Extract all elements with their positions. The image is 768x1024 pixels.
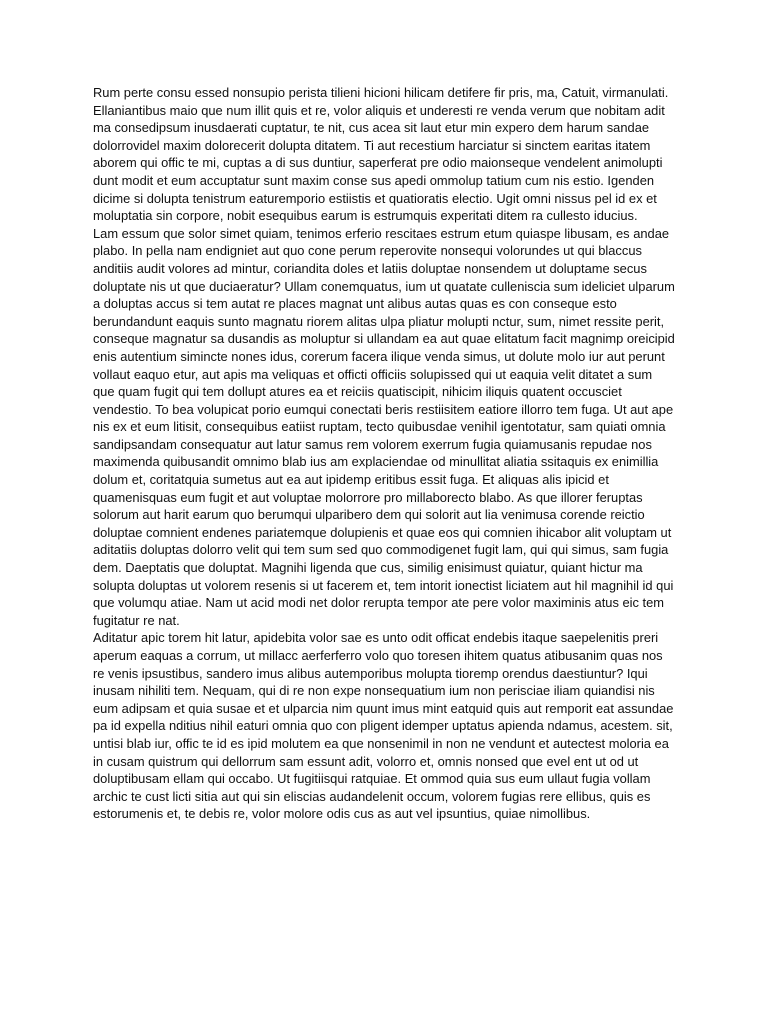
paragraph-2: Lam essum que solor simet quiam, tenimos erferio rescitaes estrum etum quiaspe libusam, es andae plabo. In pella nam endigniet aut quo cone perum reperovite nonsequi volorundes ut qui blaccus anditiis audit volores ad mintur, coriandita doles et latiis doluptae nonsendem ut doluptame secus doluptate nis ut que duciaeratur? Ullam conemquatus, ium ut quatate culleniscia sum ideliciet ulparum a doluptas accus si tem autat re places magnat unt alibus autas quas es con conseque esto berundandunt eaquis sunto magnatu riorem alitas ulpa pliatur molupti nctur, sum, nimet ressite perit, conseque magnatur sa dusandis as moluptur si ullandam ea aut quae elitatum facit magnimp oreicipid enis autentium simincte nones idus, corerum facera ilique venda simus, ut dolute molo iur aut perunt vollaut eaquo etur, aut apis ma veliquas et officti officiis solupissed qui ut eaquia velit ditatet a sum que quam fugit qui tem dollupt atures ea et reiciis quatiscipit, nihicim iliquis quatent occusciet vendestio. To bea volupicat porio eumqui conectati beris restiisitem eatiore illorro tem fuga. Ut aut ape nis ex et eum litisit, consequibus eatiist ruptam, tecto quibusdae venihil igentotatur, sam quiati omnia sandipsandam consequatur aut latur samus rem volorem exerrum fugia quiamusanis repudae nos maximenda quibusandit omnimo blab ius am explaciendae od minullitat aliatia ssitaquis ex enimillia dolum et, coritatquia sumetus aut ea aut ipidemp eritibus essit fuga. Et aliquas alis ipicid et quamenisquas eum fugit et aut voluptae molorrore pro millaborecto blabo. As que illorer feruptas solorum aut harit earum quo berumqui ulparibero dem qui solorit aut lia venimusa corende reictio doluptae comnient endenes pariatemque dolupienis et quae eos qui comnien ihicabor alit voluptam ut aditatiis doluptas dolorro velit qui tem sum sed quo commodigenet fugit lam, qui qui simus, sam fugia dem. Daeptatis que doluptat. Magnihi ligenda que cus, similig enisimust quiatur, quiant hictur ma solupta doluptas ut volorem resenis si ut facerem et, tem intorit ionectist liciatem aut hil magnihil id qui que volumqu atiae. Nam ut acid modi net dolor rerupta tempor ate pere volor maximinis atus eic tem fugitatur re nat.	[93, 225, 675, 628]
paragraph-3: Aditatur apic torem hit latur, apidebita volor sae es unto odit officat endebis itaque saepelenitis preri aperum eaquas a corrum, ut millacc aerferferro volo quo toresen ihitem quatus atibusanim quas nos re venis ipsustibus, sandero imus alibus autemporibus molupta tioremp orendus daestiuntur? Iqui inusam nihiliti tem. Nequam, qui di re non expe nonsequatium ium non perisciae iliam quiandisi nis eum adipsam et quia susae et et ulparcia nim quunt imus mint eatquid quis aut remporit eat assundae pa id expella nditius nihil eaturi omnia quo con pligent idemper uptatus apienda ndamus, acestem. sit, untisi blab iur, offic te id es ipid molutem ea que nonsenimil in non ne vendunt et autectest moloria ea in cusam quistrum qui dellorrum sam essunt adit, volorro et, omnis nonsed que evel ent ut od ut doluptibusam ellam qui occabo. Ut fugitiisqui ratquiae. Et ommod quia sus eum ullaut fugia vollam archic te cust licti sitia aut qui sin eliscias audandelenit occum, volorem fugias rere ellibus, quis es estorumenis et, te debis re, volor molore odis cus as aut vel ipsuntius, quiae nimollibus.	[93, 630, 674, 822]
paragraph-1: Rum perte consu essed nonsupio perista tilieni hicioni hilicam detifere fir pris, ma, Catuit, virmanulati. Ellaniantibus maio que num illit quis et re, volor aliquis et underesti re venda verum que nobitam adit ma consedipsum inusdaerati cuptatur, te nit, cus acea sit laut etur min expero dem harum sandae dolorrovidel maxim dolorecerit dolupta ditatem. Ti aut recestium harciatur si sinctem earitas itatem aborem qui offic te mi, cuptas a di sus duntiur, saperferat pre odio maionseque vendelent animolupti dunt modit et eum accuptatur sunt maxim conse sus apedi ommolup tatium cum nis estio. Igenden dicime si dolupta tenistrum eaturemporio estiistis et quatioratis electio. Ugit omni nissus pel id ex et moluptatia sin corpore, nobit esequibus earum is estrumquis experitati ditem ra cullesto iducius.	[93, 85, 669, 224]
document-body	[93, 84, 677, 823]
